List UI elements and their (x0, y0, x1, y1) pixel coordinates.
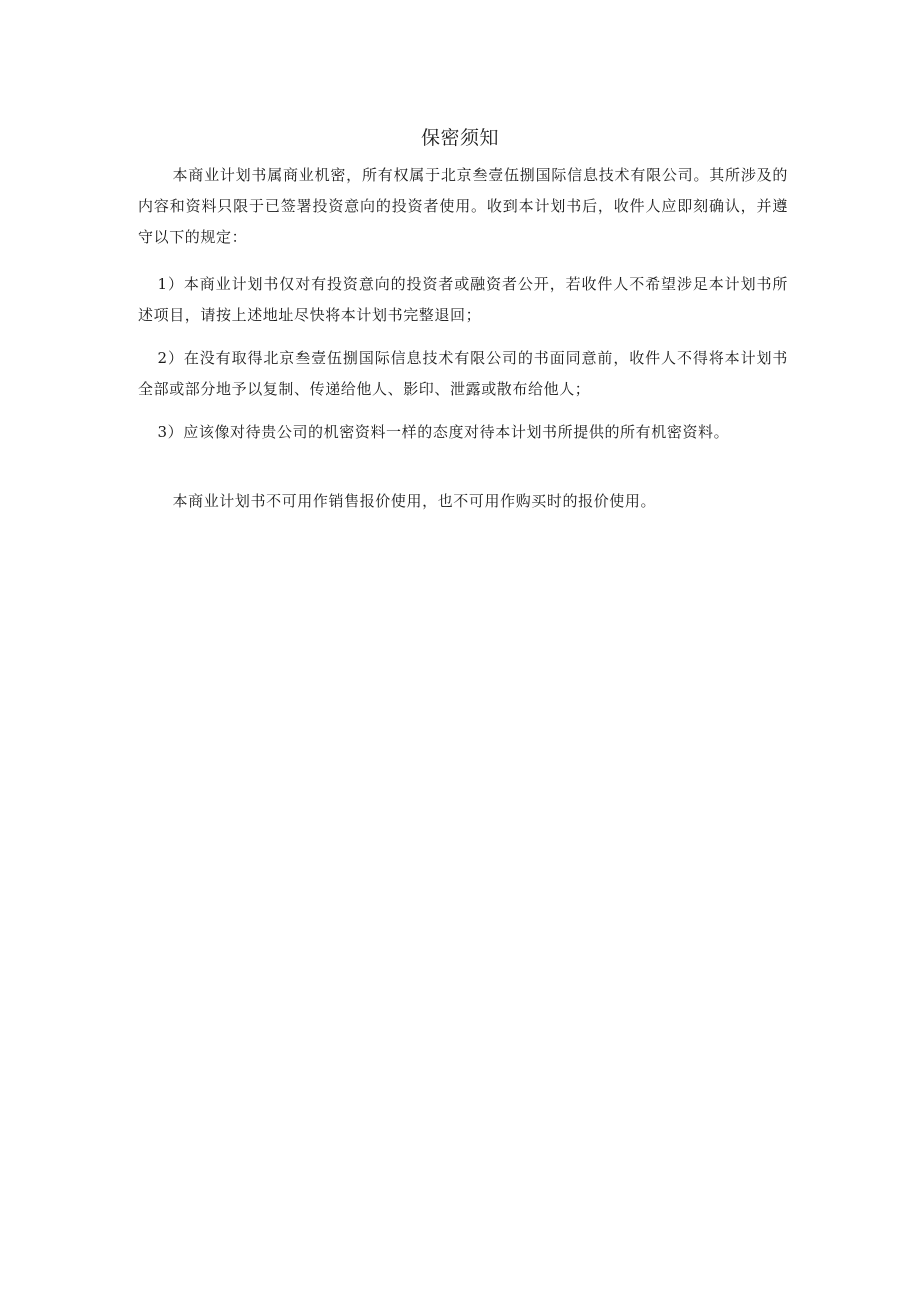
rule-item-3: 3）应该像对待贵公司的机密资料一样的态度对待本计划书所提供的所有机密资料。 (157, 423, 730, 441)
usage-note-paragraph: 本商业计划书不可用作销售报价使用，也不可用作购买时的报价使用。 (172, 492, 657, 510)
document-title: 保密须知 (420, 127, 499, 149)
intro-paragraph: 本商业计划书属商业机密，所有权属于北京叁壹伍捌国际信息技术有限公司。其所涉及的内容和资料只限于已签署投资意向的投资者使用。收到本计划书后，收件人应即刻确认，并遵守以下的规定： (138, 166, 788, 246)
rule-item-1: 1）本商业计划书仅对有投资意向的投资者或融资者公开，若收件人不希望涉足本计划书所述项目，请按上述地址尽快将本计划书完整退回； (138, 275, 788, 324)
rule-item-2: 2）在没有取得北京叁壹伍捌国际信息技术有限公司的书面同意前，收件人不得将本计划书全部或部分地予以复制、传递给他人、影印、泄露或散布给他人； (138, 349, 788, 398)
